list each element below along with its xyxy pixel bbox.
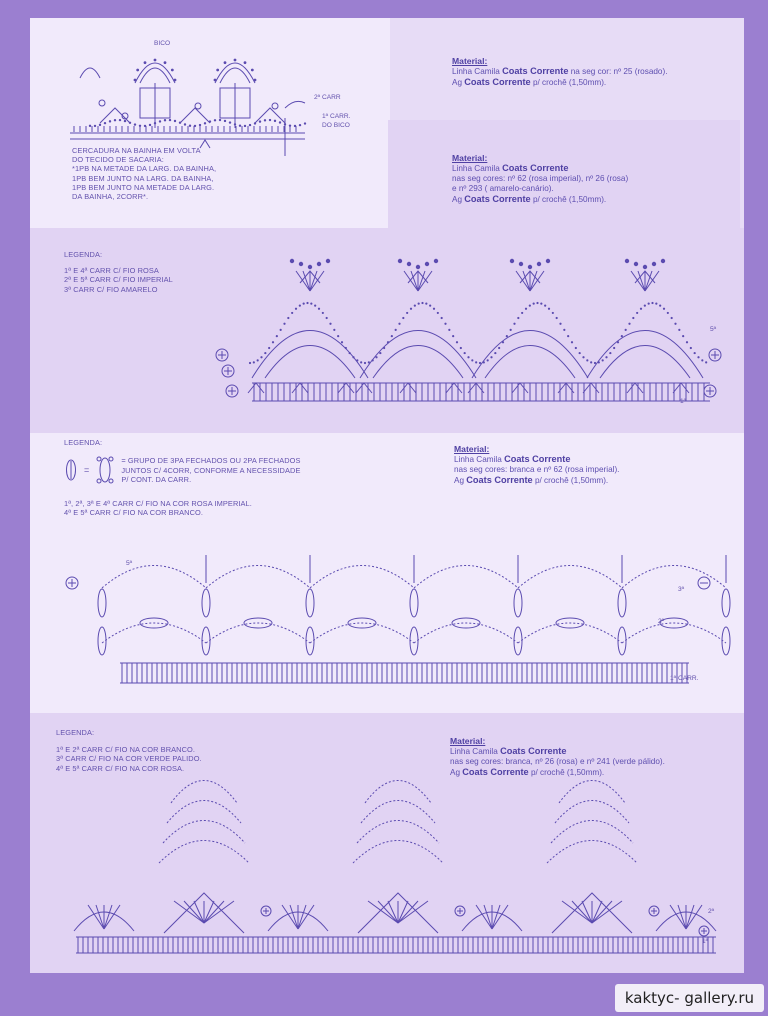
- edging-4-chart: [44, 793, 724, 963]
- label-1a-carr: 1ª CARR.: [322, 113, 351, 120]
- material-title: Material:: [450, 736, 486, 746]
- closed-cluster-icon: [64, 459, 78, 481]
- row-label-1: 1ª: [680, 398, 687, 405]
- material-line: Linha Camila Coats Corrente na seg cor: nº 25 (rosado).: [452, 66, 668, 76]
- edging-2-chart: [190, 243, 710, 423]
- row-label-top: 5ª: [126, 560, 133, 567]
- instruction-line: 1PB BEM JUNTO NA METADE DA LARG.: [72, 182, 215, 192]
- row-label-5: 5ª: [710, 326, 717, 333]
- material-title: Material:: [452, 56, 488, 66]
- instruction-line: *1PB NA METADE DA LARG. DA BAINHA,: [72, 164, 217, 174]
- section1-diagram-panel: [30, 18, 390, 228]
- row-label-2: 2ª: [658, 618, 665, 625]
- material-title: Material:: [452, 153, 488, 163]
- row-label-1-carr: 1ª CARR.: [670, 675, 699, 682]
- row-label-3: 3ª: [678, 586, 685, 593]
- section3-legend: LEGENDA: = = GRUPO DE 3PA FECHADOS OU 2PA FECHADOS JUNTOS C/ 4CORR, CONFORME A NECESSIDADE P/ CONT. DA CARR. 1ª, 2ª, 3ª E 4ª CARR C/ FIO NA COR ROSA IMPERIAL. 4ª E 5ª CARR C/ FIO NA COR BRANCO.: [64, 438, 394, 518]
- section2-legend: LEGENDA: 1ª E 4ª CARR C/ FIO ROSA 2ª E 5ª CARR C/ FIO IMPERIAL 3ª CARR C/ FIO AMARELO: [64, 250, 173, 294]
- symbol-eq: =: [84, 464, 90, 475]
- instruction-line: CERCADURA NA BAINHA EM VOLTA: [72, 146, 201, 155]
- section1-material: [452, 56, 742, 88]
- chain-group-icon: [95, 455, 115, 485]
- symbol-key: = = GRUPO DE 3PA FECHADOS OU 2PA FECHADOS JUNTOS C/ 4CORR, CONFORME A NECESSIDADE P/ CONT. DA CARR.: [64, 455, 394, 485]
- section4-legend: LEGENDA: 1ª E 2ª CARR C/ FIO NA COR BRANCO. 3ª CARR C/ FIO NA COR VERDE PALIDO. 4ª E 5ª CARR C/ FIO NA COR ROSA.: [56, 728, 202, 773]
- material-line: Ag Coats Corrente p/ crochê (1,50mm).: [452, 77, 607, 87]
- legend-title: LEGENDA:: [64, 250, 103, 259]
- watermark: kaktyc- gallery.ru: [615, 984, 764, 1012]
- instruction-line: 1PB BEM JUNTO NA LARG. DA BAINHA,: [72, 173, 214, 183]
- label-do-bico: DO BICO: [322, 122, 350, 129]
- label-2a-carr: 2ª CARR: [314, 94, 341, 101]
- label-bico: BICO: [154, 40, 171, 47]
- section2-material: Material: Linha Camila Coats Corrente nas seg cores: nº 62 (rosa imperial), nº 26 (rosa) e nº 293 ( amarelo-canário). Ag Coats Corrente p/ crochê (1,50mm).: [452, 153, 742, 205]
- row-label-2: 2ª: [708, 908, 715, 915]
- material-title: Material:: [454, 444, 490, 454]
- magazine-page: [30, 18, 744, 973]
- legend-title: LEGENDA:: [56, 728, 95, 737]
- edging-3-chart: [64, 543, 704, 693]
- legend-title: LEGENDA:: [64, 438, 103, 447]
- section3-material: Material: Linha Camila Coats Corrente nas seg cores: branca e nº 62 (rosa imperial). Ag Coats Corrente p/ crochê (1,50mm).: [454, 444, 744, 486]
- section4-material: Material: Linha Camila Coats Corrente nas seg cores: branca, nº 26 (rosa) e nº 241 (verde pálido). Ag Coats Corrente p/ crochê (1,50mm).: [450, 736, 742, 778]
- row-label-1: 1ª: [702, 938, 709, 945]
- instruction-line: DO TECIDO DE SACARIA:: [72, 155, 164, 165]
- section1-instructions: [72, 146, 312, 201]
- instruction-line: DA BAINHA, 2CORR*.: [72, 192, 149, 202]
